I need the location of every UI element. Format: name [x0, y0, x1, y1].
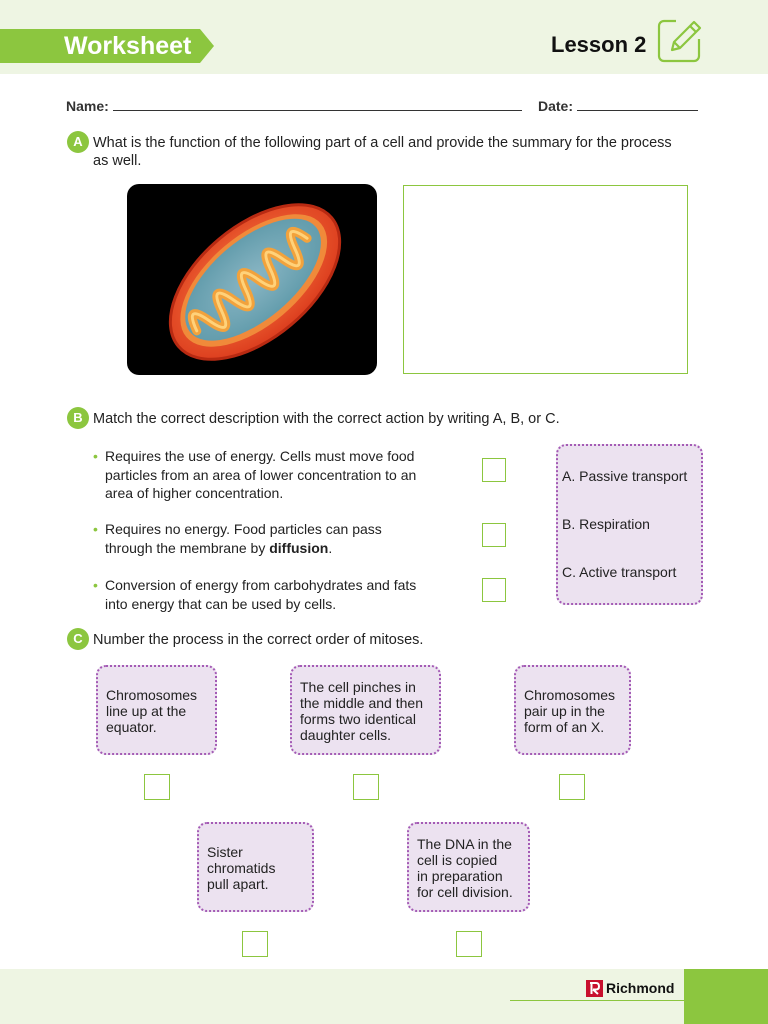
- match-item-3-line1: Conversion of energy from carbohydrates and fats: [105, 577, 417, 593]
- card-2-line3: forms two identical: [300, 711, 416, 727]
- card-1-line1: Chromosomes: [106, 687, 198, 703]
- mitosis-card-5: [407, 822, 530, 912]
- order-box-5[interactable]: [456, 931, 482, 957]
- card-5-line2: cell is copied: [417, 852, 498, 868]
- match-item-3: [93, 576, 417, 613]
- card-3-line2: pair up in the: [524, 703, 605, 719]
- section-b-badge: B: [67, 407, 89, 429]
- match-answer-box-1[interactable]: [482, 458, 506, 482]
- card-4-line1: Sister: [207, 844, 243, 860]
- order-box-2[interactable]: [353, 774, 379, 800]
- section-a-question-line1: What is the function of the following part of a cell and provide the summary for the process: [93, 135, 672, 151]
- date-label: Date:: [538, 98, 574, 114]
- footer-accent-block: [684, 969, 768, 1024]
- card-2-line4: daughter cells.: [300, 727, 392, 743]
- card-5-line4: for cell division.: [417, 884, 513, 900]
- option-b: B. Respiration: [562, 516, 650, 532]
- card-3-line1: Chromosomes: [524, 687, 616, 703]
- card-1-line3: equator.: [106, 719, 157, 735]
- option-c: C. Active transport: [562, 564, 677, 580]
- section-c-badge: C: [67, 628, 89, 650]
- card-3-line3: form of an X.: [524, 719, 605, 735]
- name-label: Name:: [66, 98, 109, 114]
- card-4-line3: pull apart.: [207, 876, 269, 892]
- match-item-2-line1: Requires no energy. Food particles can pass: [105, 521, 382, 537]
- option-a: A. Passive transport: [562, 468, 688, 484]
- match-item-1: [93, 447, 417, 503]
- order-box-4[interactable]: [242, 931, 268, 957]
- date-field[interactable]: [577, 110, 698, 111]
- card-5-line1: The DNA in the: [417, 836, 512, 852]
- mitochondrion-image: [127, 184, 377, 375]
- match-item-2-line2-end: .: [328, 539, 333, 556]
- name-field[interactable]: [113, 110, 522, 111]
- bullet-dot: •: [93, 521, 98, 537]
- card-4-line2: chromatids: [207, 860, 276, 876]
- match-item-2-line2-text: through the membrane by: [105, 539, 270, 556]
- section-a-question-line2: as well.: [93, 153, 142, 169]
- order-box-3[interactable]: [559, 774, 585, 800]
- match-item-3-line2: into energy that can be used by cells.: [105, 595, 337, 612]
- diffusion-term: diffusion: [269, 539, 329, 556]
- match-item-1-line3: area of higher concentration.: [105, 485, 284, 501]
- mitosis-card-1: [96, 665, 217, 755]
- card-2-line1: The cell pinches in: [300, 679, 416, 695]
- richmond-logo-icon: [586, 980, 603, 997]
- match-item-2: [93, 520, 382, 557]
- worksheet-title: Worksheet: [64, 32, 192, 60]
- mitosis-card-3: [514, 665, 631, 755]
- mitosis-card-4: [197, 822, 314, 912]
- brand-name: Richmond: [606, 980, 675, 996]
- mitosis-card-2: [290, 665, 441, 755]
- lesson-title: Lesson 2: [551, 32, 647, 57]
- card-1-line2: line up at the: [106, 703, 187, 719]
- mitochondrion-illustration: [127, 184, 377, 375]
- section-b-instruction: Match the correct description with the correct action by writing A, B, or C.: [93, 411, 560, 427]
- match-item-1-line1: Requires the use of energy. Cells must move food: [105, 448, 415, 464]
- match-item-1-line2: particles from an area of lower concentration to an: [105, 466, 417, 483]
- bullet-dot: •: [93, 577, 98, 593]
- section-a-answer-box[interactable]: [403, 185, 688, 374]
- card-2-line2: the middle and then: [300, 695, 423, 711]
- section-a-badge: A: [67, 131, 89, 153]
- card-5-line3: in preparation: [417, 868, 503, 884]
- match-answer-box-2[interactable]: [482, 523, 506, 547]
- match-item-2-line2: [105, 539, 382, 558]
- match-answer-box-3[interactable]: [482, 578, 506, 602]
- order-box-1[interactable]: [144, 774, 170, 800]
- bullet-dot: •: [93, 448, 98, 464]
- section-c-instruction: Number the process in the correct order of mitoses.: [93, 632, 424, 648]
- pencil-edit-icon: [656, 16, 704, 64]
- footer-divider: [510, 1000, 684, 1001]
